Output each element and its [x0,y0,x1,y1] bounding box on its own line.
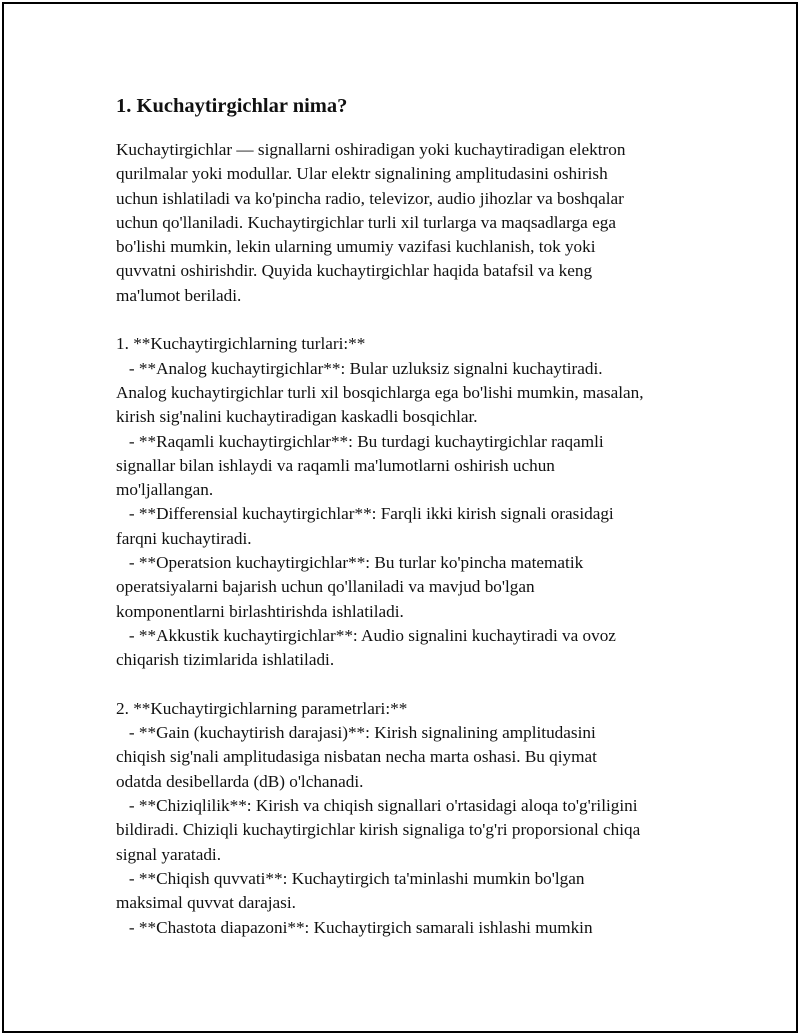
text-line: chiqarish tizimlarida ishlatiladi. [116,650,335,670]
text-line: 2. **Kuchaytirgichlarning parametrlari:** [116,698,408,718]
text-line: 1. **Kuchaytirgichlarning turlari:** [116,334,366,354]
paragraph-spacer [116,673,696,697]
text-line: - **Operatsion kuchaytirgichlar**: Bu turlar ko'pincha matematik [116,553,584,573]
text-line: chiqish sig'nali amplitudasiga nisbatan necha marta oshasi. Bu qiymat [116,747,597,767]
text-line: operatsiyalarni bajarish uchun qo'llaniladi va mavjud bo'lgan [116,577,535,597]
text-line: - **Raqamli kuchaytirgichlar**: Bu turdagi kuchaytirgichlar raqamli [116,431,604,451]
text-line: quvvatni oshirishdir. Quyida kuchaytirgichlar haqida batafsil va keng [116,261,593,281]
text-line: Kuchaytirgichlar — signallarni oshiradigan yoki kuchaytiradigan elektron [116,140,626,159]
text-line: signal yaratadi. [116,844,221,864]
text-line: uchun qo'llaniladi. Kuchaytirgichlar turli xil turlarga va maqsadlarga ega [116,212,616,232]
page-title: 1. Kuchaytirgichlar nima? [116,95,348,117]
section-types [116,332,696,672]
document-body [116,92,696,940]
text-line: bo'lishi mumkin, lekin ularning umumiy vazifasi kuchlanish, tok yoki [116,237,596,257]
text-line: ma'lumot beriladi. [116,285,242,305]
text-line: - **Akkustik kuchaytirgichlar**: Audio signalini kuchaytiradi va ovoz [116,625,616,645]
text-line: signallar bilan ishlaydi va raqamli ma'lumotlarni oshirish uchun [116,455,555,475]
paragraph-spacer [116,308,696,332]
text-line: mo'ljallangan. [116,480,214,500]
text-line: bildiradi. Chiziqli kuchaytirgichlar kirish signaliga to'g'ri proporsional chiqa [116,820,641,840]
text-line: maksimal quvvat darajasi. [116,893,296,913]
text-line: farqni kuchaytiradi. [116,528,252,548]
section-parameters [116,697,696,940]
text-line: odatda desibellarda (dB) o'lchanadi. [116,771,364,791]
text-line: komponentlarni birlashtirishda ishlatiladi. [116,601,404,621]
text-line: kirish sig'nalini kuchaytiradigan kaskadli bosqichlar. [116,407,478,427]
text-line: - **Analog kuchaytirgichlar**: Bular uzluksiz signalni kuchaytiradi. [116,358,603,378]
text-line: - **Chiqish quvvati**: Kuchaytirgich ta'minlashi mumkin bo'lgan [116,868,585,888]
text-line: qurilmalar yoki modullar. Ular elektr signalining amplitudasini oshirish [116,164,608,184]
text-line: - **Chiziqlilik**: Kirish va chiqish signallari o'rtasidagi aloqa to'g'riligini [116,796,638,816]
text-line: uchun ishlatiladi va ko'pincha radio, televizor, audio jihozlar va boshqalar [116,188,624,208]
text-line: Analog kuchaytirgichlar turli xil bosqichlarga ega bo'lishi mumkin, masalan, [116,382,644,402]
text-line: - **Chastota diapazoni**: Kuchaytirgich samarali ishlashi mumkin [116,917,593,937]
intro-paragraph [116,138,696,308]
text-line: - **Differensial kuchaytirgichlar**: Farqli ikki kirish signali orasidagi [116,504,614,524]
text-line: - **Gain (kuchaytirish darajasi)**: Kirish signalining amplitudasini [116,723,596,743]
